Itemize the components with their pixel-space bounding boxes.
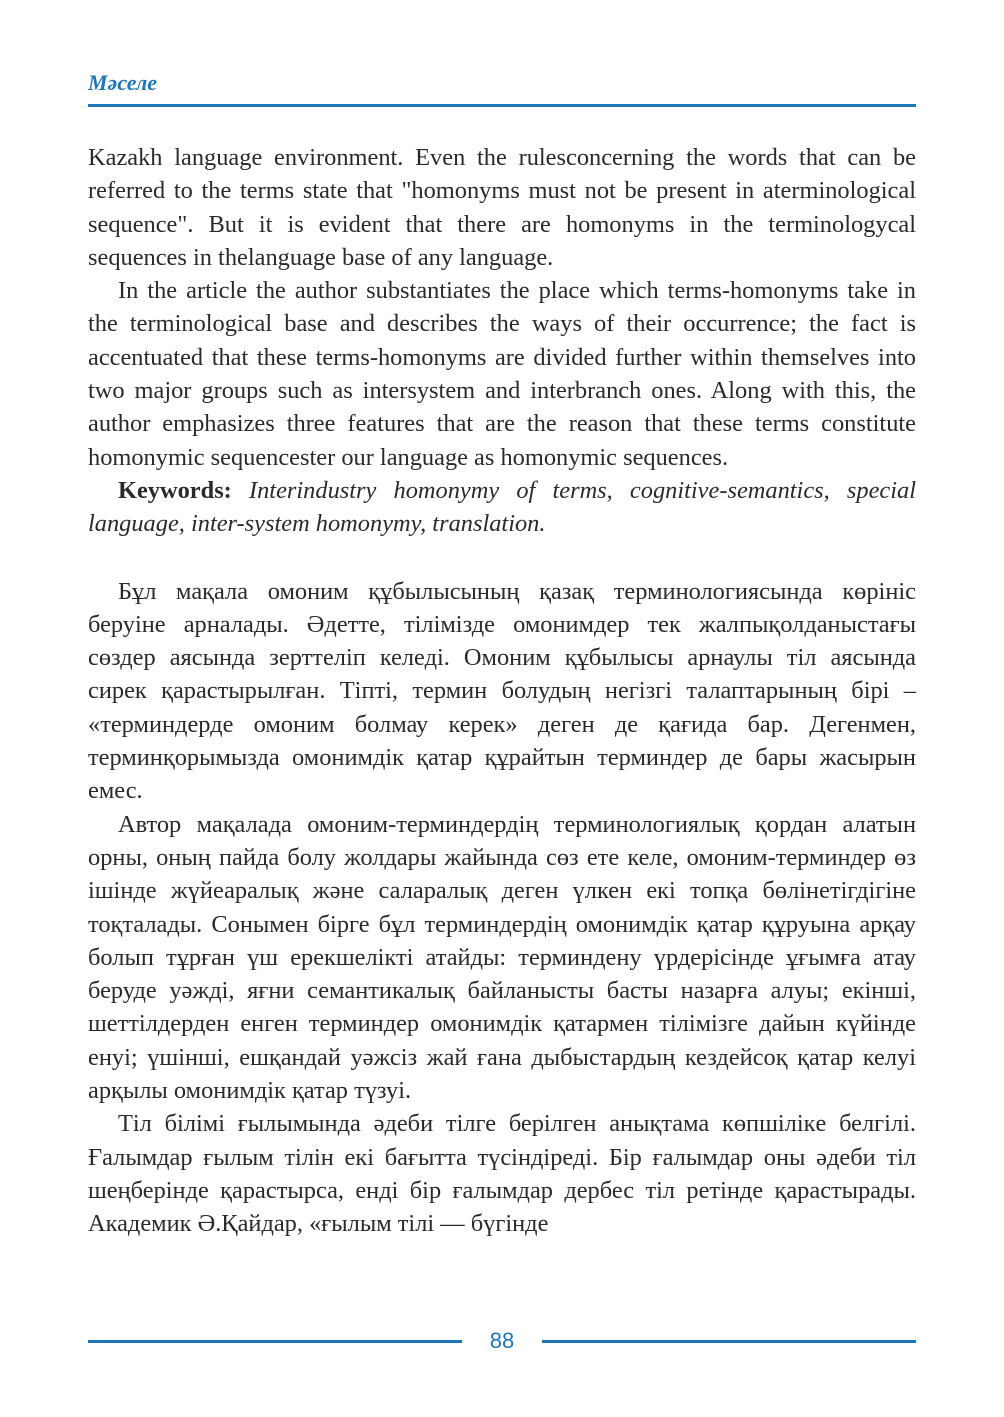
header-divider [88,104,916,107]
page-footer [88,1326,916,1360]
footer-divider-left [88,1340,462,1343]
kazakh-paragraph-1: Бұл мақала омоним құбылысының қазақ терминологиясында көрініс беруіне арналады. Әдетте, тілімізде омонимдер тек жалпықолданыстағы сөздер аясында зерттеліп келеді. Омоним құбылысы арнаулы тіл аясында сирек қарастырылған. Тіпті, термин болудың негізгі талаптарының бірі – «терминдерде омоним болмау керек» деген де қағида бар. Дегенмен, терминқорымызда омонимдік қатар құрайтын терминдер де бары жасырын емес. [88,577,916,805]
english-abstract-paragraph-2: In the article the author substantiates the place which terms-homonyms take in the terminological base and describes the ways of their occurrence; the fact is accentuated that these terms-homonyms are divided further within themselves into two major groups such as intersystem and interbranch ones. Along with this, the author emphasizes three features that are the reason that these terms constitute homonymic sequencester our language as homonymic sequences. [88,277,916,471]
page-content [88,141,916,1241]
keywords-paragraph [88,474,916,541]
section-title: Мәселе [88,70,158,95]
keywords-text: Interindustry homonymy of terms, cognitive-semantics, special language, inter-system homonymy, translation. [88,476,916,538]
footer-divider-right [542,1340,916,1343]
page-header [88,68,916,107]
kazakh-paragraph-2: Автор мақалада омоним-терминдердің терминологиялық қордан алатын орны, оның пайда болу жолдары жайында сөз ете келе, омоним-терминдер өз ішінде жүйеаралық және саларалық деген үлкен екі топқа бөлінетігдігіне тоқталады. Сонымен бірге бұл терминдердің омонимдік қатар құруына арқау болып тұрған үш ерекшелікті атайды: терминдену үрдерісінде ұғымға атау беруде уәжді, яғни семантикалық байланысты басты назарға алуы; екінші, шеттілдерден енген терминдер омонимдік қатармен тілімізге дайын күйінде енуі; үшінші, ешқандай уәжсіз жай ғана дыбыстардың кездейсоқ қатар келуі арқылы омонимдік қатар түзуі. [88,810,916,1105]
keywords-label: Keywords: [118,476,232,504]
paragraph-gap [88,541,916,575]
kazakh-paragraph-3: Тіл білімі ғылымында әдеби тілге берілген анықтама көпшілікe белгілі. Ғалымдар ғылым тілін екі бағытта түсіндіреді. Бір ғалымдар оны әдеби тіл шеңберінде қарастырса, енді бір ғалымдар дербес тіл ретінде қарастырады. Академик Ә.Қайдар, «ғылым тілі — бүгінде [88,1110,916,1238]
page-number: 88 [489,1328,515,1353]
english-abstract-paragraph-1: Kazakh language environment. Even the rulesconcerning the words that can be referred to the terms state that "homonyms must not be present in aterminological sequence". But it is evident that there are homonyms in the terminologycal sequences in thelanguage base of any language. [88,144,916,271]
